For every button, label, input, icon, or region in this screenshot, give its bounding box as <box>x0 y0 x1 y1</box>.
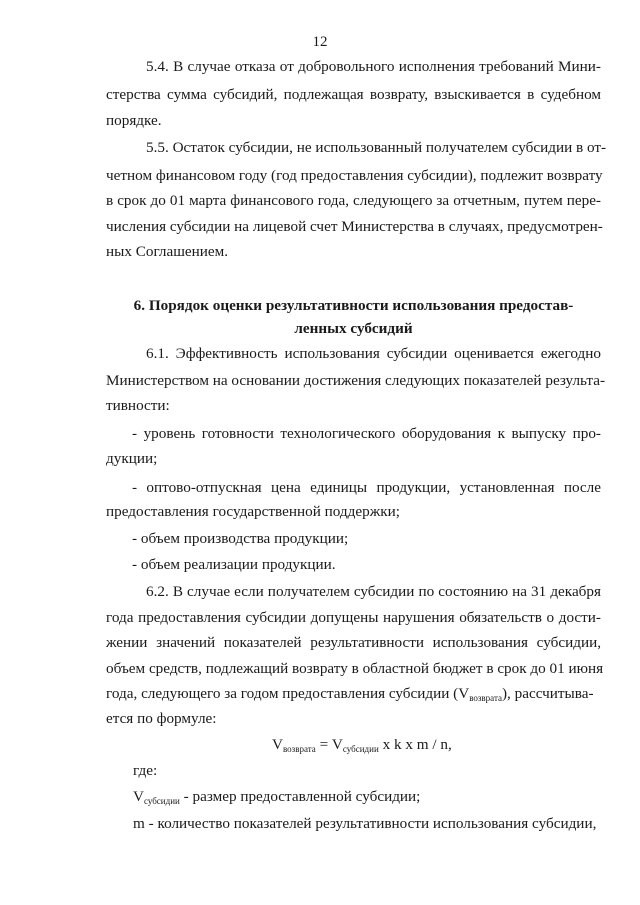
formula-sub-right: субсидии <box>342 744 379 754</box>
p62-line-4: объем средств, подлежащий возврату в областной бюджет в срок до 01 июня <box>106 660 604 677</box>
def-v-sub: субсидии <box>143 796 180 806</box>
p61-line-3: тивности: <box>106 397 170 414</box>
def-v-text: - размер предоставленной субсидии; <box>179 788 421 805</box>
where-label: где: <box>133 762 158 779</box>
p55-line-3: в срок до 01 марта финансового года, следующего за отчетным, путем пере- <box>106 192 601 209</box>
p61-line-1: 6.1. Эффективность использования субсидии оценивается ежегодно <box>146 345 601 362</box>
p62-line-1: 6.2. В случае если получателем субсидии по состоянию на 31 декабря <box>146 583 601 600</box>
section-6-title-line-1: 6. Порядок оценки результативности использования предостав- <box>133 297 574 314</box>
p55-line-5: ных Соглашением. <box>106 243 229 260</box>
formula-v: V <box>272 736 283 753</box>
p62-line-5-tail: ), рассчитыва- <box>501 685 594 702</box>
p62-line-5-text <box>106 686 594 703</box>
p61-line-2: Министерством на основании достижения следующих показателей результа- <box>106 372 606 389</box>
def-m: m - количество показателей результативности использования субсидии, <box>133 815 597 832</box>
p55-line-4: числения субсидии на лицевой счет Министерства в случаях, предусмотрен- <box>106 218 603 235</box>
bullet-1-line-1: - уровень готовности технологического оборудования к выпуску про- <box>132 425 601 442</box>
p62-line-5 <box>106 686 601 703</box>
bullet-1-line-2: дукции; <box>106 450 158 467</box>
p62-line-5-main: года, следующего за годом предоставления субсидии (V <box>106 685 470 702</box>
bullet-2-line-2: предоставления государственной поддержки; <box>106 503 400 520</box>
def-v <box>133 789 420 806</box>
formula <box>272 737 452 754</box>
bullet-4: - объем реализации продукции. <box>132 556 336 573</box>
p54-line-3: порядке. <box>106 112 162 129</box>
bullet-2-line-1: - оптово-отпускная цена единицы продукции, установленная после <box>132 479 601 496</box>
p62-line-5-sub: возврата <box>469 693 502 703</box>
p62-line-3: жении значений показателей результативности использования субсидии, <box>106 634 601 651</box>
p54-line-1: 5.4. В случае отказа от добровольного исполнения требований Мини- <box>146 58 601 75</box>
formula-rest: x k x m / n, <box>378 736 452 753</box>
formula-sub-left: возврата <box>282 744 316 754</box>
bullet-3: - объем производства продукции; <box>132 530 349 547</box>
p54-line-2: стерства сумма субсидий, подлежащая возврату, взыскивается в судебном <box>106 86 601 103</box>
section-6-title-line-2: ленных субсидий <box>294 320 413 337</box>
p62-line-6: ется по формуле: <box>106 710 217 727</box>
def-v-symbol: V <box>133 788 144 805</box>
p55-line-1: 5.5. Остаток субсидии, не использованный получателем субсидии в от- <box>146 139 607 156</box>
p55-line-2: четном финансовом году (год предоставления субсидии), подлежит возврату <box>106 167 603 184</box>
p62-line-2: года предоставления субсидии допущены нарушения обязательств о дости- <box>106 609 601 626</box>
page-number: 12 <box>312 34 328 50</box>
formula-eq: = V <box>315 736 343 753</box>
